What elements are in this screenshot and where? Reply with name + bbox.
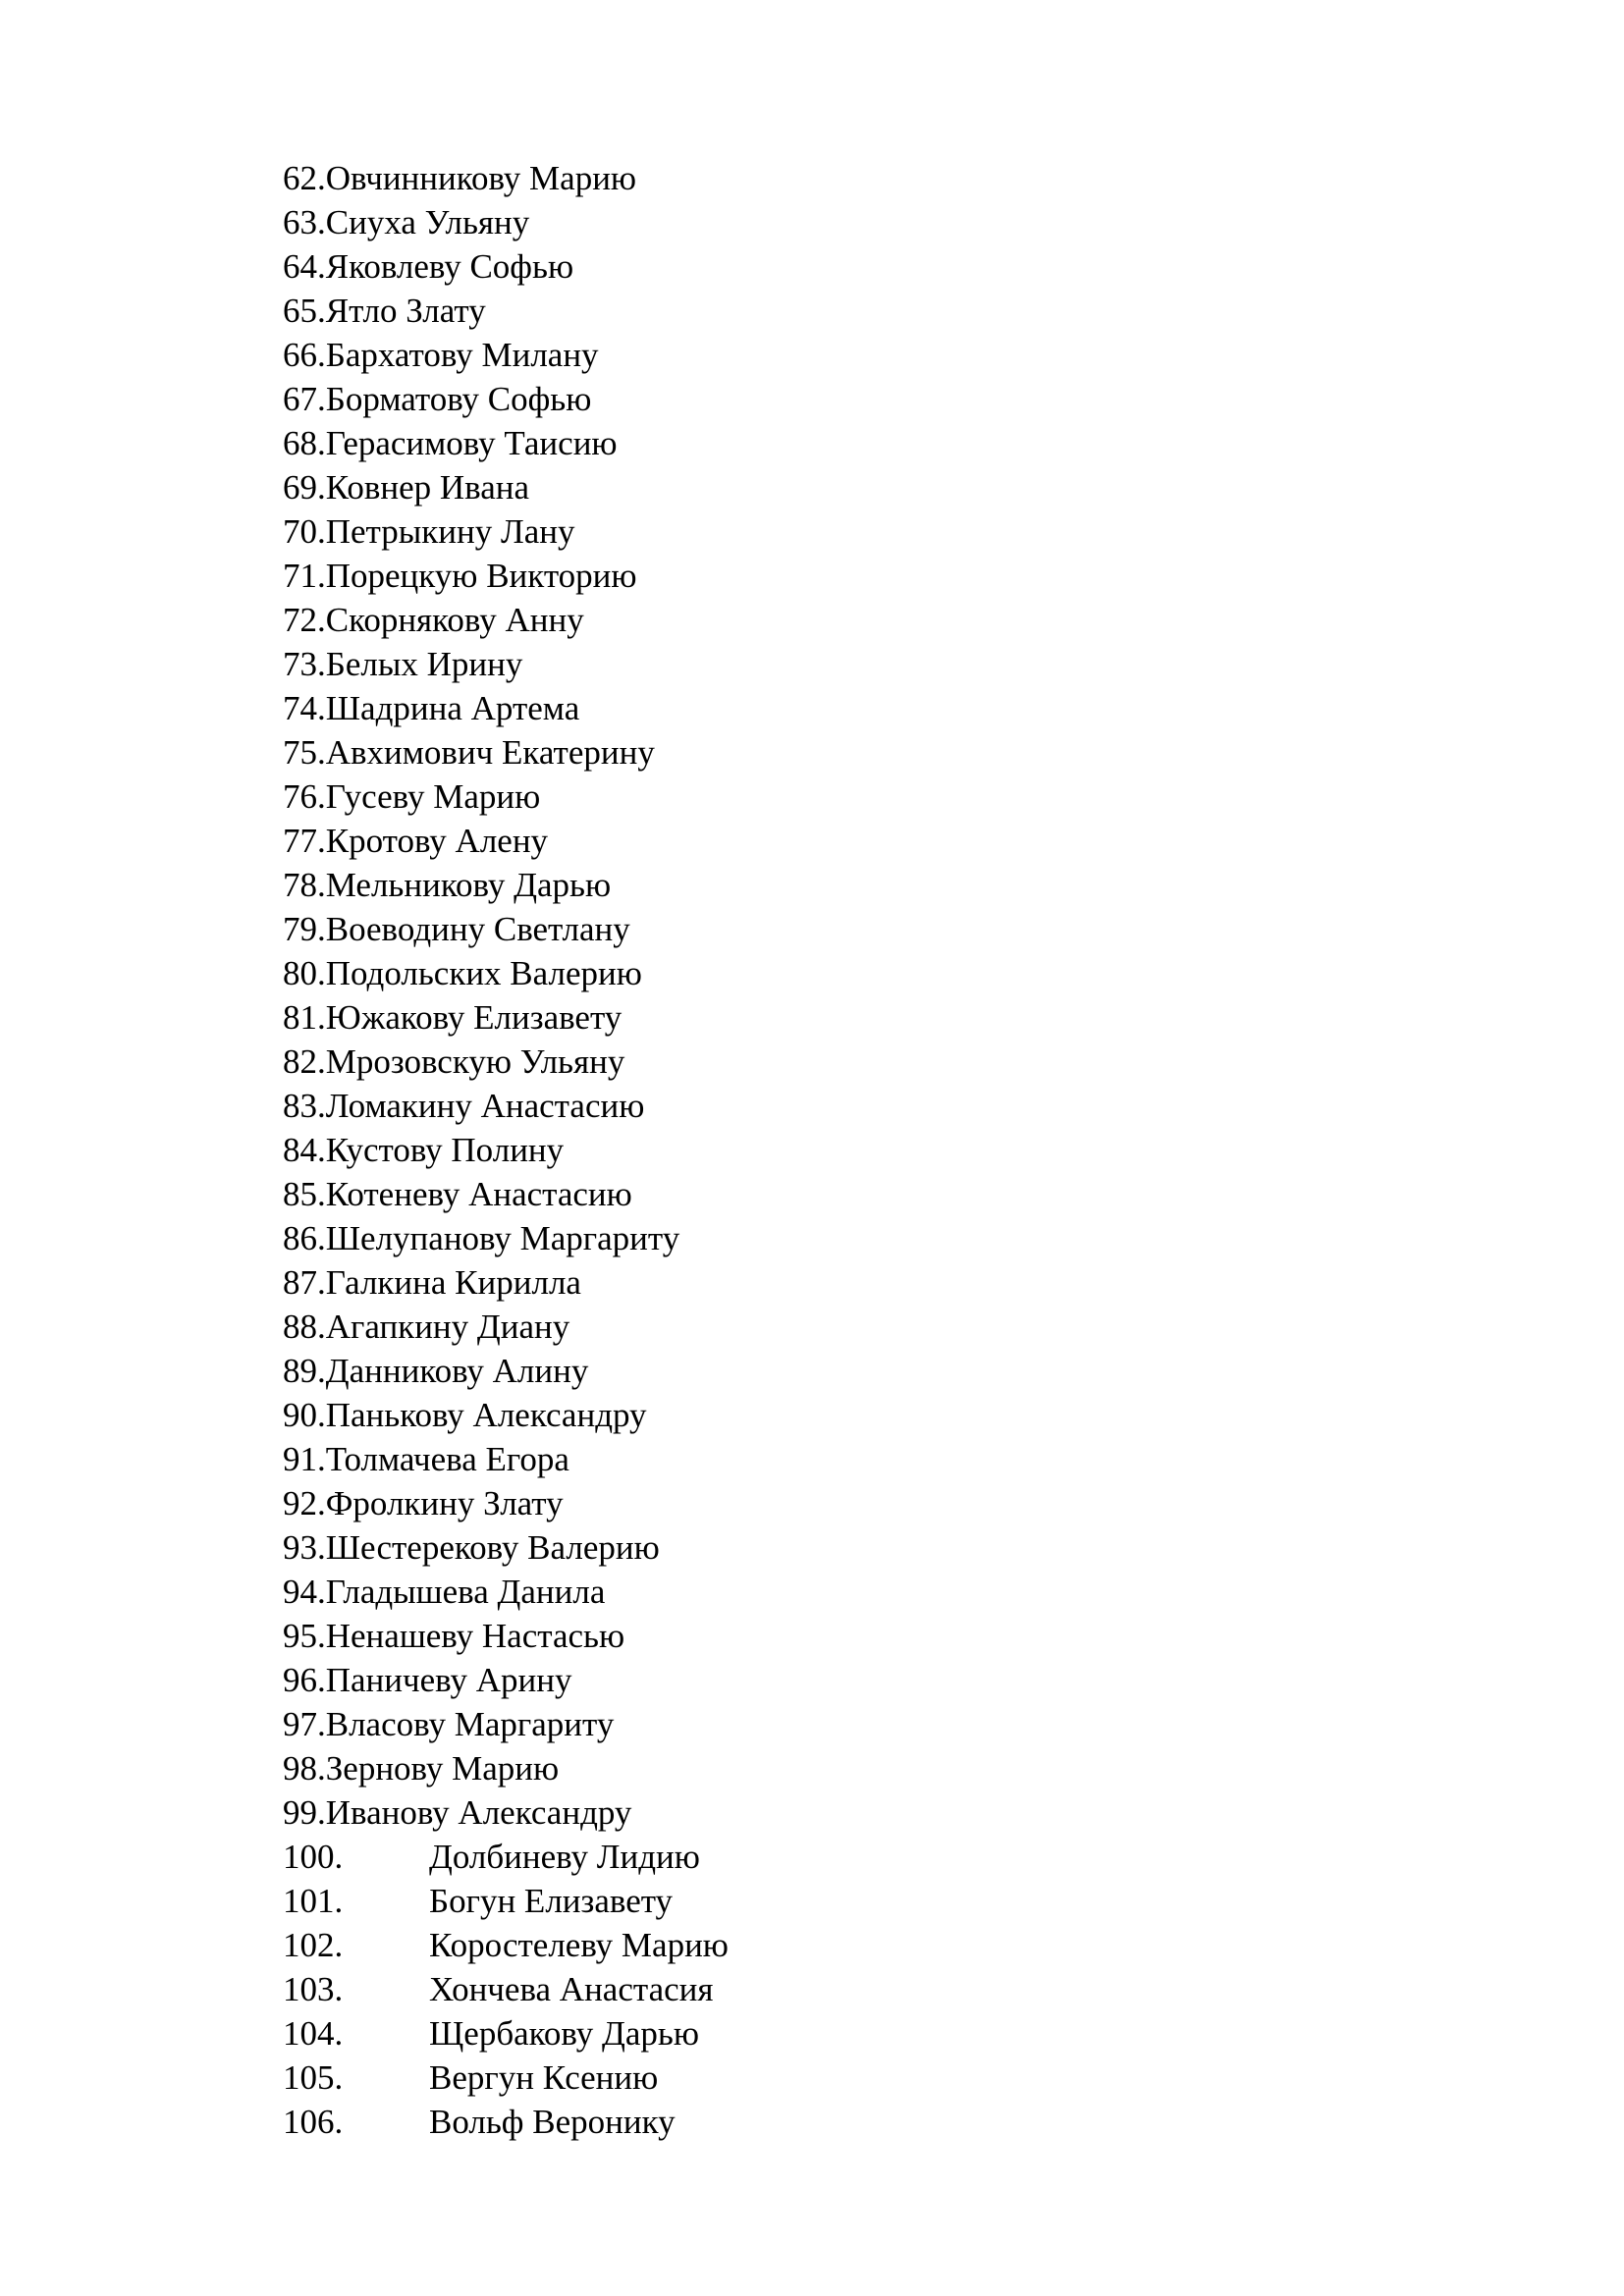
- item-number: 79.: [283, 910, 326, 948]
- item-number: 81.: [283, 998, 326, 1037]
- item-number: 73.: [283, 645, 326, 683]
- list-item: [283, 333, 729, 377]
- item-name: Хончева Анастасия: [429, 1970, 714, 2008]
- item-name: Шестерекову Валерию: [325, 1528, 660, 1567]
- list-item: [283, 1172, 729, 1216]
- item-number: 90.: [283, 1396, 326, 1434]
- item-name: Шелупанову Маргариту: [325, 1219, 680, 1257]
- item-number: 103.: [283, 1970, 344, 2008]
- item-number: 70.: [283, 512, 326, 551]
- item-name: Овчинникову Марию: [325, 159, 637, 197]
- list-item: [283, 200, 729, 244]
- list-item: [283, 995, 729, 1040]
- item-name: Агапкину Диану: [325, 1308, 570, 1346]
- item-name: Южакову Елизавету: [325, 998, 623, 1037]
- list-item: [283, 1835, 729, 1879]
- item-name: Сиуха Ульяну: [325, 203, 530, 241]
- item-name: Герасимову Таисию: [325, 424, 618, 462]
- item-name: Мельникову Дарью: [325, 866, 612, 904]
- item-number: 66.: [283, 336, 326, 374]
- item-name: Петрыкину Лану: [325, 512, 575, 551]
- item-name: Мрозовскую Ульяну: [325, 1042, 625, 1081]
- item-name: Вергун Ксению: [429, 2058, 659, 2097]
- item-name: Скорнякову Анну: [325, 601, 584, 639]
- item-number: 65.: [283, 292, 326, 330]
- item-name: Богун Елизавету: [429, 1882, 674, 1920]
- item-name: Коростелеву Марию: [429, 1926, 729, 1964]
- item-name: Гусеву Марию: [325, 777, 541, 816]
- item-name: Галкина Кирилла: [325, 1263, 581, 1302]
- item-name: Власову Маргариту: [325, 1705, 615, 1743]
- item-number: 76.: [283, 777, 326, 816]
- item-number: 96.: [283, 1661, 326, 1699]
- list-item: [283, 1614, 729, 1658]
- list-item: [283, 1128, 729, 1172]
- item-number: 93.: [283, 1528, 326, 1567]
- item-number: 67.: [283, 380, 326, 418]
- list-item: [283, 421, 729, 465]
- item-number: 68.: [283, 424, 326, 462]
- item-number: 99.: [283, 1793, 326, 1832]
- item-number: 94.: [283, 1573, 326, 1611]
- item-number: 95.: [283, 1617, 326, 1655]
- item-name: Иванову Александру: [325, 1793, 632, 1832]
- list-item: [283, 1790, 729, 1835]
- item-name: Зернову Марию: [325, 1749, 560, 1788]
- list-item: [283, 2056, 729, 2100]
- item-number: 69.: [283, 468, 326, 507]
- item-number: 74.: [283, 689, 326, 727]
- item-name: Авхимович Екатерину: [325, 733, 655, 772]
- list-item: [283, 1879, 729, 1923]
- item-number: 78.: [283, 866, 326, 904]
- item-name: Паничеву Арину: [325, 1661, 572, 1699]
- item-number: 101.: [283, 1882, 344, 1920]
- item-number: 87.: [283, 1263, 326, 1302]
- item-number: 80.: [283, 954, 326, 992]
- item-number: 98.: [283, 1749, 326, 1788]
- list-item: [283, 1967, 729, 2011]
- item-name: Воеводину Светлану: [325, 910, 630, 948]
- list-item: [283, 1393, 729, 1437]
- item-name: Долбиневу Лидию: [429, 1838, 700, 1876]
- item-number: 71.: [283, 557, 326, 595]
- item-name: Данникову Алину: [325, 1352, 589, 1390]
- item-number: 75.: [283, 733, 326, 772]
- item-number: 62.: [283, 159, 326, 197]
- item-number: 85.: [283, 1175, 326, 1213]
- list-item: [283, 863, 729, 907]
- list-item: [283, 686, 729, 730]
- item-name: Борматову Софью: [325, 380, 592, 418]
- item-name: Подольских Валерию: [325, 954, 642, 992]
- item-name: Ненашеву Настасью: [325, 1617, 625, 1655]
- list-item: [283, 730, 729, 774]
- list-item: [283, 1437, 729, 1481]
- list-item: [283, 244, 729, 289]
- item-number: 63.: [283, 203, 326, 241]
- item-number: 64.: [283, 247, 326, 286]
- item-number: 84.: [283, 1131, 326, 1169]
- item-number: 106.: [283, 2103, 344, 2141]
- list-item: [283, 907, 729, 951]
- item-number: 77.: [283, 822, 326, 860]
- item-number: 91.: [283, 1440, 326, 1478]
- list-item: [283, 1702, 729, 1746]
- list-item: [283, 951, 729, 995]
- list-item: [283, 1040, 729, 1084]
- list-item: [283, 1923, 729, 1967]
- item-name: Щербакову Дарью: [429, 2014, 700, 2053]
- item-name: Порецкую Викторию: [325, 557, 637, 595]
- list-item: [283, 1305, 729, 1349]
- item-name: Белых Ирину: [325, 645, 523, 683]
- list-item: [283, 1746, 729, 1790]
- item-number: 104.: [283, 2014, 344, 2053]
- list-item: [283, 465, 729, 509]
- item-name: Шадрина Артема: [325, 689, 580, 727]
- item-name: Вольф Веронику: [429, 2103, 676, 2141]
- list-item: [283, 509, 729, 554]
- item-number: 72.: [283, 601, 326, 639]
- list-item: [283, 642, 729, 686]
- list-item: [283, 289, 729, 333]
- item-name: Котеневу Анастасию: [325, 1175, 632, 1213]
- list-item: [283, 554, 729, 598]
- item-name: Фролкину Злату: [325, 1484, 564, 1522]
- item-number: 83.: [283, 1087, 326, 1125]
- item-number: 105.: [283, 2058, 344, 2097]
- item-name: Ломакину Анастасию: [325, 1087, 645, 1125]
- list-item: [283, 1084, 729, 1128]
- item-number: 97.: [283, 1705, 326, 1743]
- item-name: Толмачева Егора: [325, 1440, 569, 1478]
- list-item: [283, 1349, 729, 1393]
- item-number: 89.: [283, 1352, 326, 1390]
- list-item: [283, 1260, 729, 1305]
- list-item: [283, 1525, 729, 1570]
- list-item: [283, 377, 729, 421]
- item-name: Гладышева Данила: [325, 1573, 606, 1611]
- item-name: Яковлеву Софью: [325, 247, 574, 286]
- item-name: Панькову Александру: [325, 1396, 647, 1434]
- list-item: [283, 1570, 729, 1614]
- item-name: Кустову Полину: [325, 1131, 565, 1169]
- item-name: Кротову Алену: [325, 822, 549, 860]
- item-name: Ковнер Ивана: [325, 468, 530, 507]
- list-item: [283, 774, 729, 819]
- list-item: [283, 1658, 729, 1702]
- list-item: [283, 156, 729, 200]
- list-item: [283, 1481, 729, 1525]
- item-name: Ятло Злату: [325, 292, 486, 330]
- item-number: 92.: [283, 1484, 326, 1522]
- list-item: [283, 598, 729, 642]
- item-number: 100.: [283, 1838, 344, 1876]
- item-number: 88.: [283, 1308, 326, 1346]
- name-list: [283, 156, 729, 2144]
- list-item: [283, 2100, 729, 2144]
- list-item: [283, 2011, 729, 2056]
- list-item: [283, 819, 729, 863]
- item-number: 86.: [283, 1219, 326, 1257]
- item-name: Бархатову Милану: [325, 336, 599, 374]
- item-number: 82.: [283, 1042, 326, 1081]
- list-item: [283, 1216, 729, 1260]
- item-number: 102.: [283, 1926, 344, 1964]
